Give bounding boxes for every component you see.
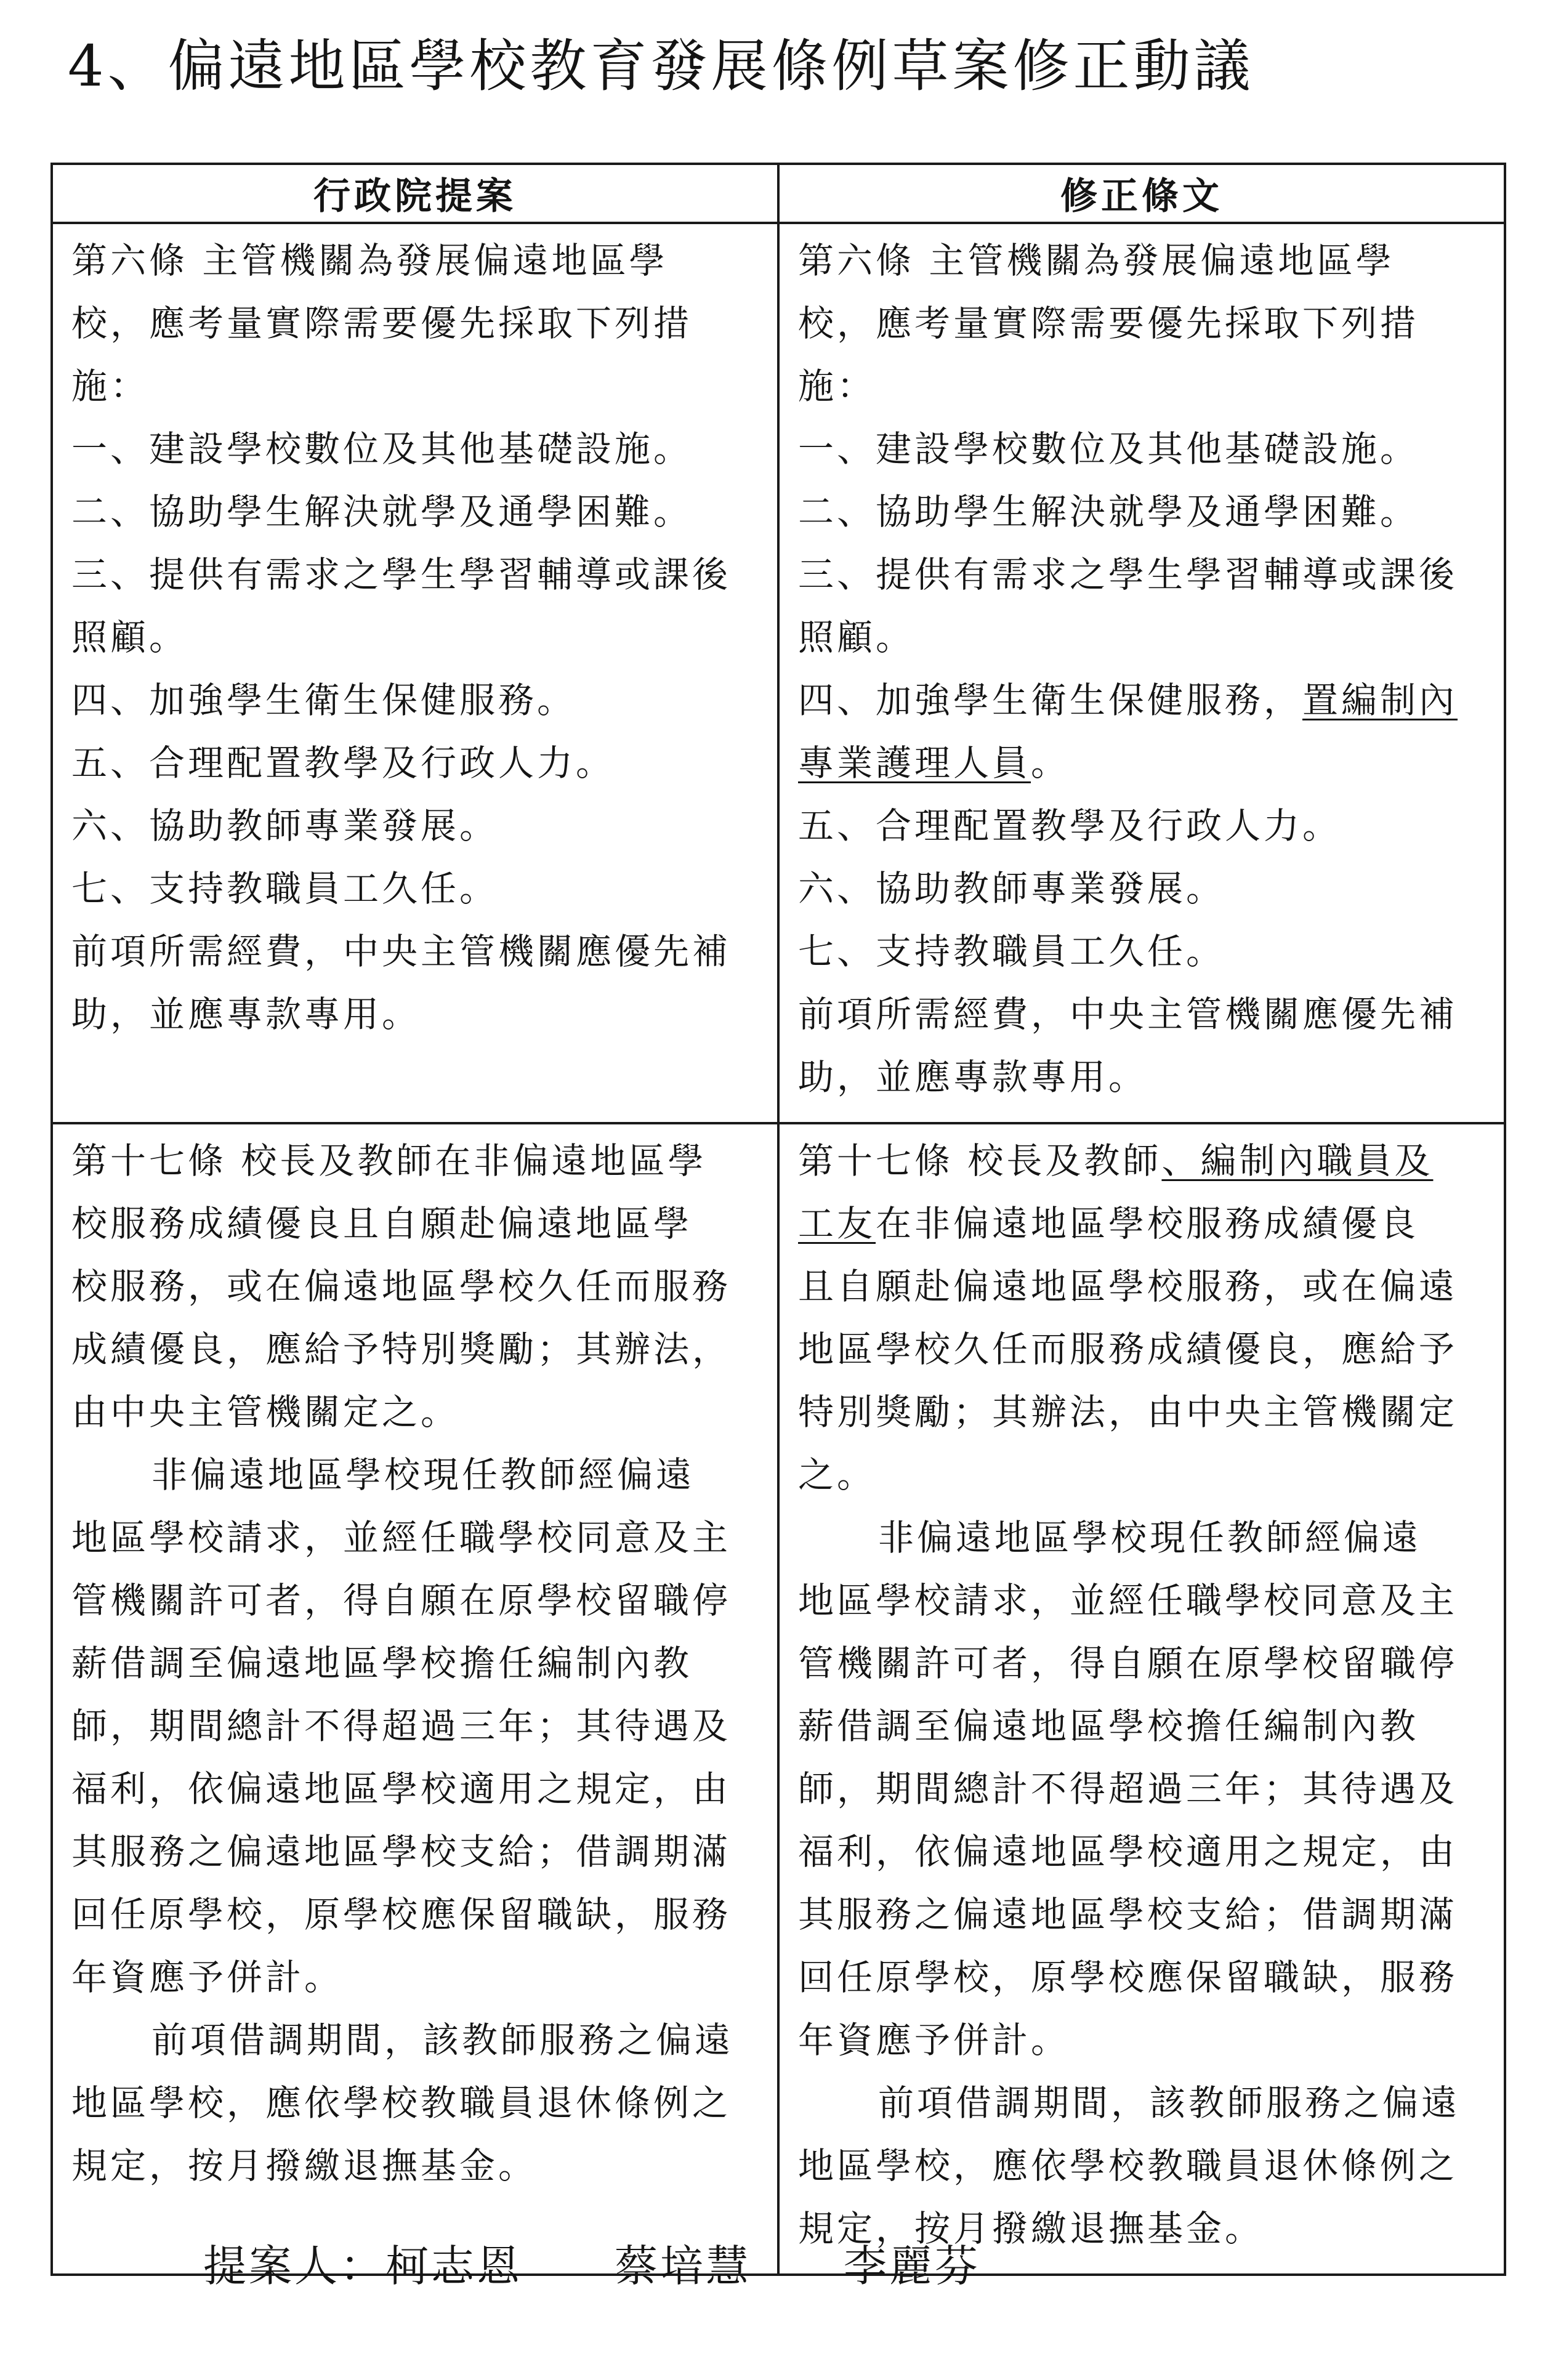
text-line: 三、提供有需求之學生學習輔導或課後 xyxy=(71,554,732,595)
text-line-amended-1 xyxy=(798,1129,1490,1192)
text-line: 規定，按月撥繳退撫基金。 xyxy=(71,2145,538,2187)
text-line: 薪借調至偏遠地區學校擔任編制內教 xyxy=(71,1642,693,1684)
text-line: 七、支持教職員工久任。 xyxy=(798,930,1225,972)
text-line: 校，應考量實際需要優先採取下列措 xyxy=(798,302,1419,344)
text-line: 施： xyxy=(798,365,876,407)
text-line: 照顧。 xyxy=(71,616,188,658)
text-line: 一、建設學校數位及其他基礎設施。 xyxy=(798,428,1419,470)
text-line: 第六條 主管機關為發展偏遠地區學 xyxy=(71,240,668,281)
text-line: 六、協助教師專業發展。 xyxy=(798,868,1225,910)
text-line: 照顧。 xyxy=(798,616,915,658)
proposers-label: 提案人： xyxy=(203,2241,385,2291)
text-line: 第六條 主管機關為發展偏遠地區學 xyxy=(798,240,1395,281)
item-4-prefix: 四、加強學生衛生保健服務， xyxy=(798,679,1303,721)
text-line: 五、合理配置教學及行政人力。 xyxy=(71,742,615,784)
article-17-row xyxy=(52,1123,1505,2275)
text-line: 非偏遠地區學校現任教師經偏遠 xyxy=(151,1454,695,1496)
text-line: 地區學校請求，並經任職學校同意及主 xyxy=(798,1579,1458,1621)
proposer-name: 蔡培慧 xyxy=(615,2241,751,2291)
header-amended-text: 修正條文 xyxy=(778,164,1505,223)
text-line: 校服務成績優良且自願赴偏遠地區學 xyxy=(71,1203,693,1244)
text-line: 且自願赴偏遠地區學校服務，或在偏遠 xyxy=(798,1265,1458,1307)
amendment-underline: 置編制內 xyxy=(1302,679,1458,721)
text-line: 福利，依偏遠地區學校適用之規定，由 xyxy=(71,1768,732,1810)
text-line: 校，應考量實際需要優先採取下列措 xyxy=(71,302,693,344)
article-17-prefix: 第十七條 校長及教師 xyxy=(798,1140,1162,1182)
text-line: 規定，按月撥繳退撫基金。 xyxy=(798,2208,1264,2249)
text-line: 之。 xyxy=(798,1454,876,1496)
article-17-original xyxy=(52,1123,778,2275)
amendment-underline: 專業護理人員 xyxy=(798,742,1031,784)
text-line: 二、協助學生解決就學及通學困難。 xyxy=(71,491,693,533)
proposer-name: 李麗芬 xyxy=(844,2241,980,2291)
text-line: 前項借調期間，該教師服務之偏遠 xyxy=(151,2019,734,2061)
comparison-table xyxy=(50,163,1506,2276)
text-line: 由中央主管機關定之。 xyxy=(71,1391,460,1433)
text-line: 地區學校，應依學校教職員退休條例之 xyxy=(798,2145,1458,2187)
text-line: 師，期間總計不得超過三年；其待遇及 xyxy=(71,1705,732,1747)
amendment-underline: 、編制內職員及 xyxy=(1161,1140,1434,1182)
text-line: 校服務，或在偏遠地區學校久任而服務 xyxy=(71,1265,732,1307)
table-header-row xyxy=(52,164,1505,223)
text-line: 助，並應專款專用。 xyxy=(71,993,421,1035)
proposer-name: 柯志恩 xyxy=(385,2241,522,2291)
text-line: 回任原學校，原學校應保留職缺，服務 xyxy=(71,1894,732,1935)
text-line-amended-2 xyxy=(798,1192,1490,1255)
article-17-suffix: 在非偏遠地區學校服務成績優良 xyxy=(876,1203,1419,1244)
text-line: 第十七條 校長及教師在非偏遠地區學 xyxy=(71,1140,707,1182)
text-line: 成績優良，應給予特別獎勵；其辦法， xyxy=(71,1328,732,1370)
text-line: 前項所需經費，中央主管機關應優先補 xyxy=(798,993,1458,1035)
article-6-original xyxy=(52,223,778,1123)
amendment-underline: 工友 xyxy=(798,1203,876,1244)
text-line: 地區學校請求，並經任職學校同意及主 xyxy=(71,1517,732,1559)
text-line: 五、合理配置教學及行政人力。 xyxy=(798,805,1342,847)
item-4-suffix: 。 xyxy=(1031,742,1070,784)
text-line: 管機關許可者，得自願在原學校留職停 xyxy=(798,1642,1458,1684)
text-line: 薪借調至偏遠地區學校擔任編制內教 xyxy=(798,1705,1419,1747)
text-line: 師，期間總計不得超過三年；其待遇及 xyxy=(798,1768,1458,1810)
text-line: 年資應予併計。 xyxy=(71,1956,344,1998)
text-line: 管機關許可者，得自願在原學校留職停 xyxy=(71,1579,732,1621)
text-line: 其服務之偏遠地區學校支給；借調期滿 xyxy=(798,1894,1458,1935)
page-title: 4、偏遠地區學校教育發展條例草案修正動議 xyxy=(68,33,1254,99)
text-line: 地區學校，應依學校教職員退休條例之 xyxy=(71,2082,732,2124)
text-line: 地區學校久任而服務成績優良，應給予 xyxy=(798,1328,1458,1370)
text-line: 非偏遠地區學校現任教師經偏遠 xyxy=(878,1517,1422,1559)
article-6-amended xyxy=(778,223,1505,1123)
text-line: 助，並應專款專用。 xyxy=(798,1056,1148,1098)
text-line: 福利，依偏遠地區學校適用之規定，由 xyxy=(798,1831,1458,1873)
text-line: 前項所需經費，中央主管機關應優先補 xyxy=(71,930,732,972)
article-6-row xyxy=(52,223,1505,1123)
header-executive-proposal: 行政院提案 xyxy=(52,164,778,223)
text-line: 回任原學校，原學校應保留職缺，服務 xyxy=(798,1956,1458,1998)
text-line: 一、建設學校數位及其他基礎設施。 xyxy=(71,428,693,470)
proposers-line xyxy=(203,2235,980,2297)
text-line: 特別獎勵；其辦法，由中央主管機關定 xyxy=(798,1391,1458,1433)
text-line-amended-item-4 xyxy=(798,669,1490,732)
text-line: 七、支持教職員工久任。 xyxy=(71,868,499,910)
text-line: 六、協助教師專業發展。 xyxy=(71,805,499,847)
text-line: 二、協助學生解決就學及通學困難。 xyxy=(798,491,1419,533)
text-line: 其服務之偏遠地區學校支給；借調期滿 xyxy=(71,1831,732,1873)
text-line: 四、加強學生衛生保健服務。 xyxy=(71,679,576,721)
text-line: 施： xyxy=(71,365,150,407)
text-line: 三、提供有需求之學生學習輔導或課後 xyxy=(798,554,1458,595)
text-line: 前項借調期間，該教師服務之偏遠 xyxy=(878,2082,1461,2124)
text-line-amended-item-4-cont xyxy=(798,732,1490,794)
text-line: 年資應予併計。 xyxy=(798,2019,1070,2061)
article-17-amended xyxy=(778,1123,1505,2275)
